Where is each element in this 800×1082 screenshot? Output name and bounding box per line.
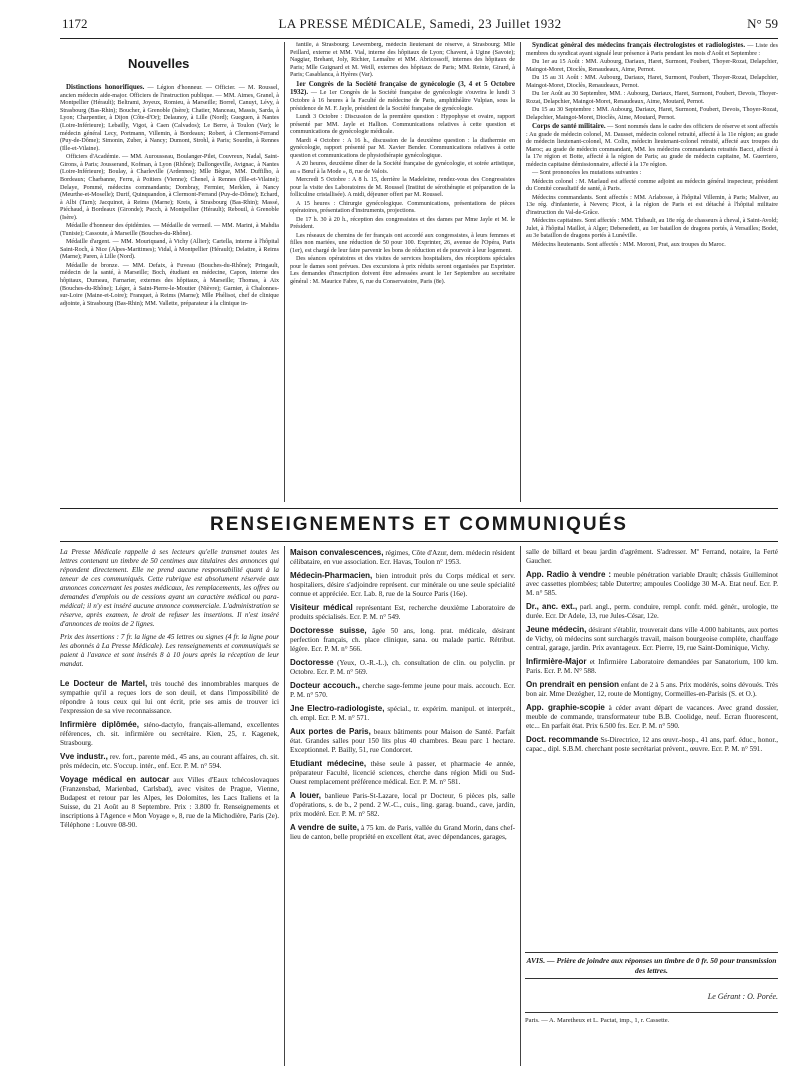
- news-text: Officiers d'Académie. — MM. Aurousseau, Boulanger-Pilet, Couvreux, Nadal, Saint-Girons, à Paris; Jousserand, Kofman, à Lyon (Rhône); Dallongeville, Avignac, à Nantes (Loire-Inférieure); Boulay, à Charleville (Ardennes); Mlle Bègue, MM. Duffilho, à Bordeaux; Charbanne, Ferru, à Poitiers (Vienne); Chenel, à Rennes (Ille-et-Vilaine); Delaye, Pommé, médecins commandants; Dombray, Fermier, Merklen, à Nancy (Meurthe-et-Moselle); Durif, Quinquandon, à Clermont-Ferrand (Puy-de-Dôme); Echard, à Albi (Tarn); Jacquinot, à Reims (Marne); Kreis, à Strasbourg (Bas-Rhin); Massé, Piéchaud, à Bordeaux (Gironde); Pucch, à Montpellier (Hérault); Rebouil, à Grenoble (Isère).: [60, 154, 279, 221]
- classified-ad: [290, 571, 515, 599]
- section-rule: [60, 508, 778, 509]
- column-divider: [520, 42, 521, 502]
- news-text: Médaille de bronze. — MM. Defaix, à Fuveau (Bouches-du-Rhône); Pringault, médecin de la santé, à Marseille; Boch, étudiant en médecine, Capon, interne des hôpitaux, Dumeau, Farnarier, externes des hôpitaux, à Marseille; Thomas, à Aix (Bouches-du-Rhône); Léger, à Saint-Pierre-le-Moutier (Nièvre); Garnier, à Chalonnes-sur-Loire (Maine-et-Loire); Franquet, à Reims (Marne); Mlle Phélisot, chef de clinique adjointe, à Strasbourg (Bas-Rhin); MM. Vallette, préparateur à la clinique in-: [60, 262, 279, 307]
- classified-ad: [526, 570, 778, 598]
- ad-text: régimes, Côte d'Azur, dem. médecin résident célibataire, en vue association. Ecr. Havas, Toulon n° 1953.: [290, 549, 515, 566]
- news-paragraph: [290, 42, 515, 80]
- news-text: Du 1er Août au 30 Septembre, MM. : Aubourg, Dariaux, Haret, Surmont, Foubert, Devois, Thoyer-Rozat, Delapchier, Maingot-Moret, Renaudeaux, Aime, Moutard, Pernot.: [526, 90, 778, 105]
- news-text: Des séances opératoires et des visites de services hospitaliers, des réceptions spéciales pour le dames sont prévues. Des excursions à prix réduits seront organisées par Exprinter. Les demandes d'inscription doivent être adressées avant le 1er Septembre au secrétaire général : M. Maurice Fabre, 6, rue du Conservatoire, Paris (8e).: [290, 256, 515, 285]
- news-paragraph: [60, 263, 279, 309]
- renseignements-column-2: [290, 548, 515, 1068]
- news-text: — Le 1er Congrès de la Société française de gynécologie s'ouvrira le lundi 3 Octobre à 16 heures à la Faculté de médecine de Paris, amphithéâtre Vulpian, sous la présidence de M. F. Jayle, président de la Société française de gynécologie.: [290, 90, 515, 112]
- ad-text: (Yeux, O.-R.-L.), ch. consultation de clin. ou polyclin. pr Octobre. Ecr. P. M. n° 569.: [290, 659, 515, 676]
- news-paragraph: [290, 114, 515, 137]
- news-text: fantile, à Strasbourg; Lewemberg, médecin lieutenant de réserve, à Strasbourg; Mlle Peillard, externe et MM. Vial, interne des hôpitaux de Lyon; Chavent, à Ugine (Savoie); Naggiar, Brehant, Joly, Richier, Lemaître et MM. Abricossoff, internes des hôpitaux de Paris; Mlle Guignard et M. Weill, externes des hôpitaux de Paris; MM. Reinie, Girard, à Paris; Casablanca, à Hyères (Var).: [290, 42, 515, 79]
- classified-ad: [290, 727, 515, 755]
- news-text: Du 15 au 30 Septembre : MM. Aubourg, Dariaux, Haret, Surmont, Foubert, Devois, Thoyer-Rozat, Delapchier, Maingot-Moret, Dioclès, Aime, Moutard, Pernot.: [526, 106, 778, 121]
- news-paragraph: [60, 154, 279, 222]
- classified-ad: [526, 602, 778, 621]
- classified-ad: [60, 752, 279, 771]
- news-text: Du 15 au 31 Août : MM. Aubourg, Dariaux, Haret, Surmont, Foubert, Thoyer-Rozat, Delapchier, Maingot-Moret, Dioclès, Renaudeaux, Pernot.: [526, 74, 778, 89]
- classified-ad: [290, 603, 515, 622]
- news-paragraph: [526, 242, 778, 250]
- nouvelles-column-1: [60, 84, 279, 506]
- ad-text: banlieue Paris-St-Lazare, local pr Docteur, 6 pièces pls, salle d'opérations, s. de b., 2 pend. 2 W.-C., cuis., ling. garag. buand., cave, jardin, prix modéré. Ecr. P. M. n° 582.: [290, 792, 515, 818]
- news-paragraph: [290, 217, 515, 232]
- news-paragraph: [60, 223, 279, 238]
- classified-ad: [526, 625, 778, 653]
- section-rule: [60, 541, 778, 542]
- column-divider: [284, 42, 285, 502]
- ad-keyword: Vve industr.,: [60, 752, 108, 761]
- ad-keyword: Visiteur médical: [290, 603, 353, 612]
- ad-keyword: Voyage médical en autocar: [60, 775, 170, 784]
- news-paragraph: [290, 233, 515, 256]
- news-paragraph: [526, 59, 778, 74]
- news-paragraph: [526, 75, 778, 90]
- nouvelles-column-3: [526, 42, 778, 506]
- news-paragraph: [526, 170, 778, 178]
- ad-keyword: Le Docteur de Martel,: [60, 679, 148, 688]
- news-text: Lundi 3 Octobre : Discussion de la première question : Hypophyse et ovaire, rapport présenté par MM. Jayle et Hallion. Communications relatives à cette question et communications de gynécologie médicale.: [290, 113, 515, 136]
- news-paragraph: [526, 123, 778, 170]
- news-text: De 17 h. 30 à 20 h., réception des congressistes et des dames par Mme Jayle et M. le Président.: [290, 216, 515, 231]
- ad-keyword: App. Radio à vendre :: [526, 570, 611, 579]
- news-paragraph: [290, 177, 515, 200]
- page-header: [62, 16, 778, 36]
- news-paragraph: [526, 195, 778, 218]
- news-text: Médecins lieutenants. Sont affectés : MM. Moroni, Prat, aux troupes du Maroc.: [532, 241, 726, 248]
- classified-ad: [290, 791, 515, 819]
- news-lead: Syndicat général des médecins français électrologistes et radiologistes.: [532, 42, 746, 49]
- news-text: Médecins commandants. Sont affectés : MM. Arlabosse, à l'hôpital Villemin, à Paris; Maliver, au 13e rég. d'infanterie, à Nevers; Picot, à la région de Paris et est détaché à l'hôpital militaire d'instruction du Val-de-Grâce.: [526, 194, 778, 216]
- ad-text: aux Villes d'Eaux tchécoslovaques (Franzensbad, Marienbad, Carlsbad), avec visites de Prague, Vienne, Budapest et retour par les Alpes, les Dolomites, les Lacs Italiens et la Suisse, du 21 Août au 8 Septembre. Prix : 3.800 fr. Renseignements et inscriptions à l'Agence « Mon Voyage », 8, rue de la Michodière, Paris (2e). Téléphone : Louvre 08-90.: [60, 776, 279, 829]
- classified-ad: [60, 775, 279, 830]
- ad-text: sténo-dactylo, français-allemand, excellentes références, ch. sit. infirmière ou secrétaire. Kien, 25, r. Kagenek, Strasbourg.: [60, 721, 279, 747]
- ad-text: et Infirmière Laboratoire demandées par Sanatorium, 100 km. Paris. Ecr. P. M. N° 588.: [526, 658, 778, 675]
- ad-text: âgée 50 ans, long. prat. médicale, désirant perfection français, ch. place clinique, sana. ou malade partic. Rétribut. légère. Ecr. P. M. n° 566.: [290, 627, 515, 653]
- news-paragraph: [290, 138, 515, 161]
- ad-keyword: A vendre de suite,: [290, 823, 360, 832]
- ad-keyword: A louer,: [290, 791, 321, 800]
- classified-ad: [290, 823, 515, 842]
- column-divider: [520, 546, 521, 1066]
- renseignements-heading: RENSEIGNEMENTS ET COMMUNIQUÉS: [210, 514, 628, 535]
- classified-ad: [290, 681, 515, 700]
- news-paragraph: [290, 201, 515, 216]
- intro-notice: La Presse Médicale rappelle à ses lecteurs qu'elle transmet toutes les lettres contenant un timbre de 50 centimes aux titulaires des annonces qui répondent directement. Elle ne prend aucune responsabilité quant à la teneur de ces communiqués. Cette rubrique est absolument réservée aux annonces concernant les postes médicaux, les remplacements, les offres ou demandes d'emplois ou de cessions ayant un caractère médical ou para-médical; il n'y est inséré aucune annonce commerciale. L'administration se réserve, après examen, le droit de refuser les insertions. Il n'est inséré d'annonces de moins de 2 lignes.: [60, 548, 279, 628]
- ad-text: bien introduit près du Corps médical et serv. hospitaliers, désire s'adjoindre représent. cur minérale ou une seule spécialité connue et appréciée. Ecr. Lab. 8, rue de la Source Paris (16e).: [290, 572, 515, 598]
- ad-keyword: Etudiant médecine,: [290, 759, 367, 768]
- ad-text: enfant de 2 à 5 ans. Prix modérés, soins dévoués. Très bon air. Mme Dezégher, 12, route de Montigny, Cormeilles-en-Parisis (S. et O.).: [526, 681, 778, 698]
- ad-text: meuble pénétration variable Drault; châssis Guilleminot avec cassettes plombées; table Dutertre; ampoules Coolidge 30 M-A. Etat neuf. Ecr. P. M. n° 585.: [526, 571, 778, 597]
- header-rule: [60, 38, 778, 39]
- printer-line: Paris. — A. Maretheux et L. Pactat, imp., 1, r. Cassette.: [525, 1012, 778, 1024]
- classified-ad: [290, 704, 515, 723]
- ad-keyword: Infirmière-Major: [526, 657, 587, 666]
- ad-keyword: Aux portes de Paris,: [290, 727, 371, 736]
- ad-keyword: On prendrait en pension: [526, 680, 620, 689]
- news-paragraph: [290, 256, 515, 286]
- ad-text: à 75 km. de Paris, vallée du Grand Morin, dans chef-lieu de canton, belle propriété en excellent état, avec dépendances, garages,: [290, 824, 515, 841]
- ad-keyword: Dr., anc. ext.,: [526, 602, 578, 611]
- news-text: Les réseaux de chemins de fer français ont accordé aux congressistes, à leurs femmes et filles non mariées, une réduction de 50 pour 100. Exprinter, 26, avenue de l'Opéra, Paris (1er), est chargé de leur faire parvenir les bons de réduction et de pourvoir à leur logement.: [290, 232, 515, 254]
- news-paragraph: [526, 107, 778, 122]
- ad-keyword: Doctoresse suisse,: [290, 626, 367, 635]
- renseignements-column-3: [526, 548, 778, 948]
- issue-number: N° 59: [747, 16, 778, 31]
- news-text: Mardi 4 Octobre : A 16 h., discussion de la deuxième question : la diathermie en gynécologie, rapport présenté par M. Xavier Bender. Communications relatives à cette question et communications de physiothérapie gynécologique.: [290, 137, 515, 159]
- ad-text: parl. angl., perm. conduire, rempl. confr. méd. génér., urologie, tte durée. Ecr. Dr Adele, 13, rue Jules-César, 12e.: [526, 603, 778, 620]
- news-lead: 1er Congrès de la Société française de gynécologie (3, 4 et 5 Octobre 1932).: [290, 79, 515, 97]
- renseignements-column-1: [60, 548, 279, 1068]
- classified-ad: [290, 658, 515, 677]
- classified-ad: [60, 679, 279, 716]
- page-number: 1172: [62, 16, 88, 31]
- ad-text: beaux bâtiments pour Maison de Santé. Parfait état. Grandes salles pour 150 lits plus 40 chambres. Beau parc 1 hectare. Exceptionnel. P. Bailly, 51, rue Condorcet.: [290, 728, 515, 754]
- news-text: Médecins capitaines. Sont affectés : MM. Thibault, au 18e rég. de chasseurs à cheval, à Saint-Avold; Julet, à l'hôpital Maillot, à Alger; Debenedetti, au 1er bataillon de dragons portés, à Versailles; Bodet, au 3e bataillon de dragons portés à Lunéville.: [526, 218, 778, 240]
- classified-ad: [290, 626, 515, 654]
- news-text: Médaille d'argent. — MM. Mouriquand, à Vichy (Allier); Cartella, interne à l'hôpital Saint-Roch, à Nice (Alpes-Maritimes); Vidal, à Montpellier (Hérault); Delattre, à Reims (Marne); Paren, à Lille (Nord).: [60, 239, 279, 261]
- ad-keyword: Infirmière diplômée,: [60, 720, 139, 729]
- news-text: — Sont nommés dans le cadre des officiers de réserve et sont affectés : Au grade de médecin colonel, M. Dausset, médecin colonel retraité, affecté à la 11e région; au grade de médecin lieutenant-colonel, M. Colin, médecin lieutenant-colonel retraité, affecté aux troupes du Maroc; au grade de médecin commandant, MM. les médecins commandants retraités Bacci, affecté à la 17e région et Botte, affecté à la région de Paris; au grade de médecin capitaine, M. Guerriero, médecin capitaine démissionnaire, affecté à la 17e région.: [526, 123, 778, 168]
- news-paragraph: [60, 84, 279, 153]
- ad-keyword: Docteur accouch.,: [290, 681, 360, 690]
- news-text: Médecin colonel : M. Marlaud est affecté comme adjoint au médecin général inspecteur, président du Comité consultatif de santé, à Paris.: [526, 178, 778, 193]
- news-paragraph: [526, 42, 778, 58]
- ad-text: à céder avant départ de vacances. Avec grand dossier, meuble de commande, transformateur tube B.B. Coolidge, neuf. Ecran fluorescent, etc... En parfait état. Prix 6.500 frs. Ecr. P. M. n° 590.: [526, 704, 778, 730]
- ad-keyword: Médecin-Pharmacien,: [290, 571, 373, 580]
- ad-keyword: Doctoresse: [290, 658, 334, 667]
- news-text: Mercredi 5 Octobre : A 8 h. 15, derrière la Madeleine, rendez-vous des Congressistes pour la visite des Laboratoires de M. Roussel (Institut de sérothérapie et préparation de la folliculine cristallisée). A midi, déjeuner offert par M. Roussel.: [290, 177, 515, 199]
- classified-ad: [526, 548, 778, 566]
- news-paragraph: [290, 81, 515, 113]
- news-lead: Distinctions honorifiques.: [66, 84, 145, 91]
- classified-ad: [290, 759, 515, 787]
- news-text: Médaille d'honneur des épidémies. — Médaille de vermeil. — MM. Marini, à Mahdia (Tunisie); Cassoute, à Marseille (Bouches-du-Rhône).: [60, 223, 279, 237]
- news-text: A 15 heures : Chirurgie gynécologique. Communications, présentations de pièces opératoires, présentation d'instruments, projections.: [290, 200, 515, 215]
- classified-ad: [290, 548, 515, 567]
- ad-keyword: Maison convalescences,: [290, 548, 384, 557]
- nouvelles-column-2: [290, 42, 515, 506]
- nouvelles-heading: Nouvelles: [128, 56, 190, 71]
- news-paragraph: [526, 218, 778, 241]
- news-text: A 20 heures, deuxième dîner de la Société française de gynécologie, et soirée artistique, au « Bœuf à la Mode », 8, rue de Valois.: [290, 161, 515, 175]
- classified-ad: [526, 680, 778, 699]
- ad-text: spécial., tr. expérim. manipul. et interprét., ch. empl. Ecr. P. M. n° 571.: [290, 705, 515, 722]
- ad-text: thèse seule à passer, et pharmacie 4e année, préparateur Faculté, licencié sciences, cherche dans région Midi ou Sud-Ouest remplacement préférence médical. Ecr. P. M. n° 581.: [290, 760, 515, 786]
- ad-text: rev. fort., parente méd., 45 ans, au courant affaires, ch. sit. près médecin, etc. S'occup. intér., enf. Ecr. P. M. n° 594.: [60, 753, 279, 770]
- journal-title: LA PRESSE MÉDICALE, Samedi, 23 Juillet 1932: [278, 16, 562, 31]
- news-paragraph: [526, 91, 778, 106]
- news-lead: Corps de santé militaire.: [532, 121, 606, 130]
- ad-keyword: Jne Electro-radiologiste,: [290, 704, 385, 713]
- news-paragraph: [290, 161, 515, 176]
- ad-text: désirant s'établir, trouverait dans ville 4.000 habitants, aux portes de Vichy, où médecins sont surchargés travail, maison bourgeoise complète, chauffage central, garage, jardin. Prix avantageux. Ecr. Pierre, 19, rue Saint-Dominique, Vichy.: [526, 626, 778, 652]
- ad-text: Ss-Directrice, 12 ans œuvr.-hosp., 41 ans, parf. éduc., honor., capac., dipl. S.B.M. cherchant poste secrétariat prévent., œuvre. Ecr. P. M. n° 591.: [526, 736, 778, 753]
- classified-ad: [60, 720, 279, 748]
- ad-text: très touché des innombrables marques de sympathie qu'il a reçues lors de son deuil, et dans l'impossibilité de répondre à tous ceux qui lui ont écrit, prie ses amis de trouver ici l'expression de sa vive reconnaissance.: [60, 680, 279, 715]
- price-notice: Prix des insertions : 7 fr. la ligne de 45 lettres ou signes (4 fr. la ligne pour les abonnés à La Presse Médicale). Les renseignements et communiqués se paient à l'avance et sont insérés 8 à 10 jours après la réception de leur mandat.: [60, 633, 279, 668]
- news-text: — Liste des membres du syndicat ayant signalé leur présence à Paris pendant les mois d'Août et Septembre :: [526, 43, 778, 57]
- gerant-signature: Le Gérant : O. Porée.: [707, 992, 778, 1001]
- news-text: Du 1er au 15 Août : MM. Aubourg, Dariaux, Haret, Surmont, Foubert, Thoyer-Rozat, Delapchier, Maingot-Moret, Dioclès, Renaudeaux, Aime, Pernot.: [526, 58, 778, 73]
- ad-text: cherche sage-femme jeune pour mais. accouch. Ecr. P. M. n° 570.: [290, 682, 515, 699]
- ad-text: représentant Est, recherche deuxième Laboratoire de produits spécialisés. Ecr. P. M. n° 549.: [290, 604, 515, 621]
- ad-text: salle de billard et beau jardin d'agrément. S'adresser. Mº Ferrand, notaire, la Ferté Gaucher.: [526, 548, 778, 565]
- classified-ad: [526, 703, 778, 731]
- news-text: — Légion d'honneur. — Officier. — M. Roussel, ancien médecin aide-major. Officiers de l'instruction publique. — MM. Aimes, Granel, à Montpellier (Hérault); Beltrami, Joyeux, Romieu, à Marseille; Borrel, Canuyt, Lévy, à Strasbourg (Bas-Rhin); Boucher, à Grenoble (Isère); Chatier, Manceau, Massis, Sarda, à Lyon; Charpentier, à Dijon (Côte-d'Or); Delaunoy, à Lille (Nord); Gueguen, à Nantes (Loire-Inférieure); Lebailly, Vigot, à Caen (Calvados); Le Berre, à Toulon (Var); le médecin général Lecy, Portmann, Villemin, à Bordeaux; Robert, à Clermont-Ferrand (Puy-de-Dôme); Simonin, Zuber, à Nancy; Dumont, Strohl, à Paris; Sourdin, à Rennes (Ille-et-Vilaine).: [60, 85, 279, 152]
- ad-keyword: Doct. recommande: [526, 735, 599, 744]
- classified-ad: [526, 735, 778, 754]
- classified-ad: [526, 657, 778, 676]
- ad-keyword: Jeune médecin,: [526, 625, 587, 634]
- ad-keyword: App. graphie-scopie: [526, 703, 605, 712]
- news-text: — Sont prononcées les mutations suivantes :: [532, 170, 642, 177]
- news-paragraph: [60, 239, 279, 262]
- avis-notice: AVIS. — Prière de joindre aux réponses un timbre de 0 fr. 50 pour transmission des lettres.: [525, 952, 778, 979]
- column-divider: [284, 546, 285, 1066]
- news-paragraph: [526, 179, 778, 194]
